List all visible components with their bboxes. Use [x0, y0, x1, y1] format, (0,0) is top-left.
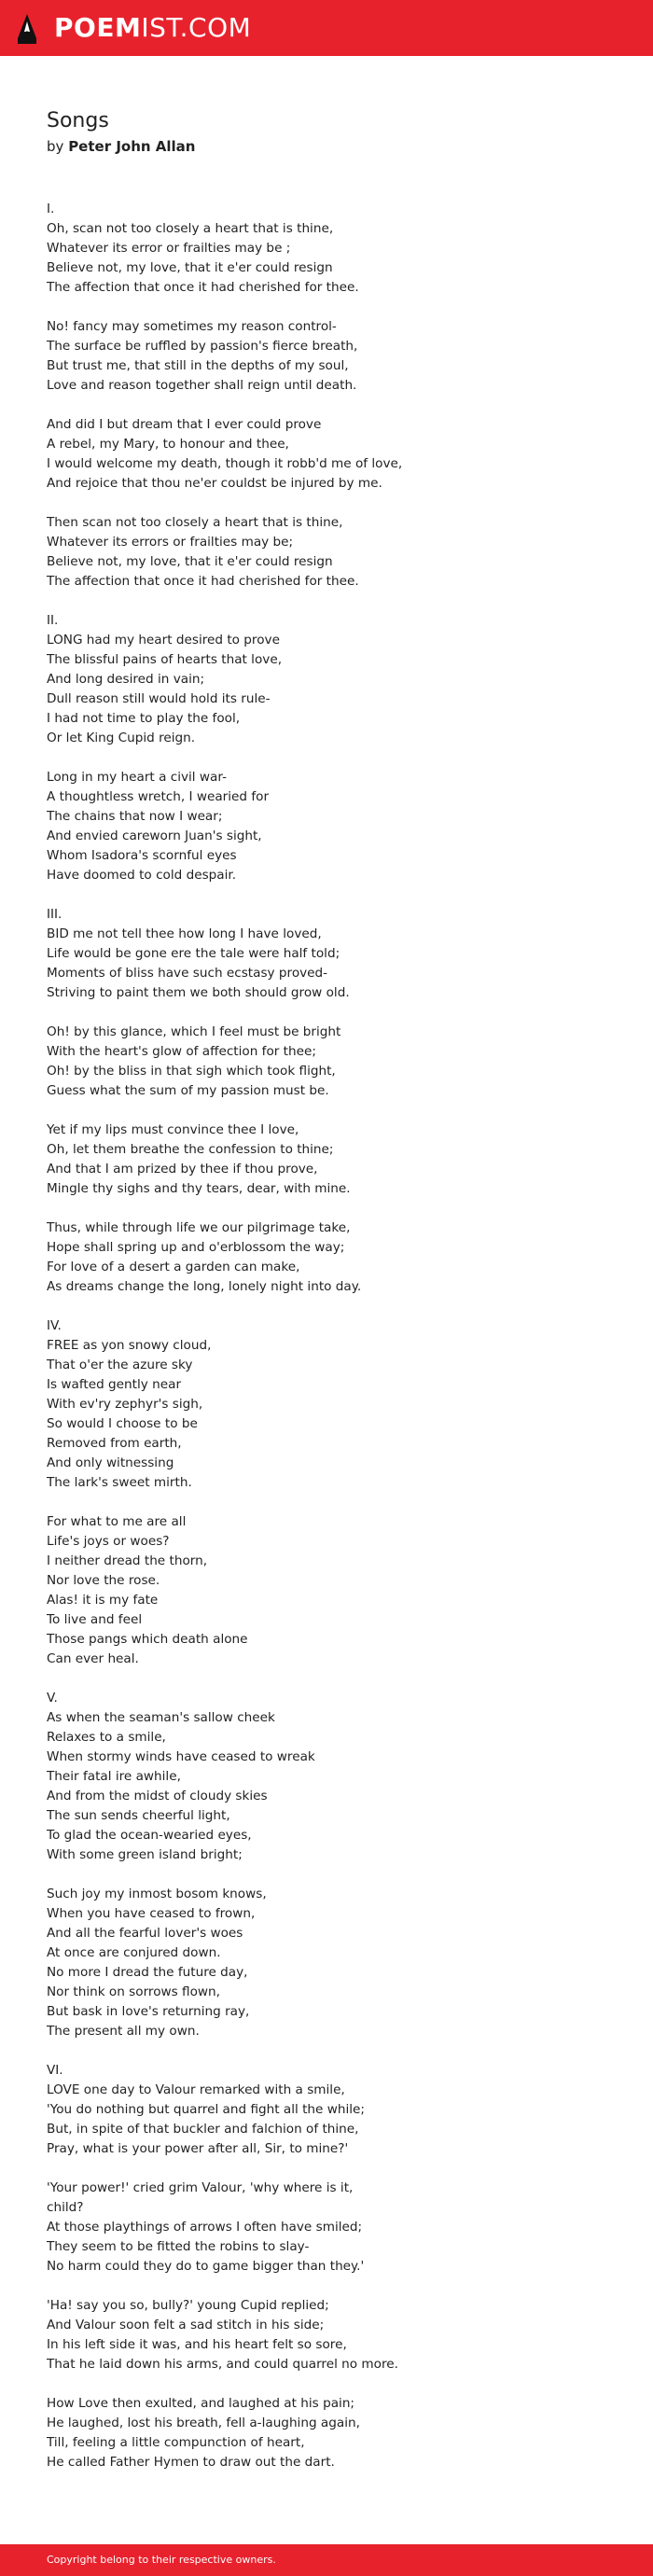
poem-line: The affection that once it had cherished for thee. — [47, 574, 359, 589]
poem-line: And Valour soon felt a sad stitch in his side; — [47, 2318, 325, 2332]
poem-line: And from the midst of cloudy skies — [47, 1789, 268, 1803]
logo-rest-text: IST.COM — [141, 12, 252, 43]
stanza — [47, 1316, 625, 1493]
site-header — [0, 0, 653, 56]
poem-line: For love of a desert a garden can make, — [47, 1260, 300, 1274]
poem-line: Or let King Cupid reign. — [47, 731, 196, 745]
poem-line: They seem to be fitted the robins to slay- — [47, 2239, 310, 2254]
poem-line: Till, feeling a little compunction of heart, — [47, 2435, 305, 2450]
poem-line: And long desired in vain; — [47, 672, 205, 687]
poem-line: Thus, while through life we our pilgrimage take, — [47, 1220, 351, 1235]
poem-line: So would I choose to be — [47, 1416, 198, 1431]
poem-line: No! fancy may sometimes my reason control- — [47, 319, 337, 334]
poem-line: How Love then exulted, and laughed at his pain; — [47, 2396, 355, 2411]
poem-line: I neither dread the thorn, — [47, 1553, 208, 1568]
poem-line: I would welcome my death, though it robb'd me of love, — [47, 456, 403, 471]
poem-line: Their fatal ire awhile, — [47, 1769, 181, 1784]
stanza — [47, 1885, 625, 2041]
poem-line: Life's joys or woes? — [47, 1534, 170, 1549]
poem-line: In his left side it was, and his heart felt so sore, — [47, 2337, 347, 2352]
poem-line: 'Your power!' cried grim Valour, 'why where is it, — [47, 2180, 354, 2195]
poem-line: At once are conjured down. — [47, 1945, 221, 1960]
poem-line: And that I am prized by thee if thou prove, — [47, 1162, 318, 1177]
poem-line: child? — [47, 2200, 84, 2215]
poem-line: At those playthings of arrows I often have smiled; — [47, 2220, 363, 2235]
poem-line: Long in my heart a civil war- — [47, 770, 227, 785]
stanza — [47, 2061, 625, 2159]
poem-line: I. — [47, 202, 55, 216]
poem-line: Whatever its error or frailties may be ; — [47, 241, 291, 256]
poem-line: Pray, what is your power after all, Sir, to mine?' — [47, 2141, 349, 2156]
stanza — [47, 200, 625, 298]
stanza — [47, 2296, 625, 2374]
poem-line: IV. — [47, 1318, 62, 1333]
poem-line: Moments of bliss have such ecstasy proved- — [47, 966, 328, 981]
poem-line: The chains that now I wear; — [47, 809, 223, 824]
stanza — [47, 1023, 625, 1101]
poem-line: With ev'ry zephyr's sigh, — [47, 1397, 203, 1412]
poem-line: And rejoice that thou ne'er couldst be injured by me. — [47, 476, 382, 491]
poem-line: Believe not, my love, that it e'er could resign — [47, 260, 333, 275]
poem-line: And only witnessing — [47, 1455, 174, 1470]
poem-line: III. — [47, 907, 63, 922]
stanza — [47, 2394, 625, 2472]
stanza — [47, 513, 625, 592]
poem-line: The affection that once it had cherished for thee. — [47, 280, 359, 295]
poem-line: Whatever its errors or frailties may be; — [47, 535, 294, 550]
poem-body — [47, 200, 625, 2472]
poem-line: As dreams change the long, lonely night into day. — [47, 1279, 362, 1294]
poem-line: The surface be ruffled by passion's fierce breath, — [47, 339, 358, 354]
site-logo[interactable] — [54, 13, 251, 43]
poem-line: And did I but dream that I ever could prove — [47, 417, 322, 432]
author-name[interactable]: Peter John Allan — [68, 138, 196, 155]
poem-line: But, in spite of that buckler and falchion of thine, — [47, 2122, 359, 2137]
pen-nib-icon[interactable] — [17, 13, 37, 45]
poem-line: When stormy winds have ceased to wreak — [47, 1749, 315, 1764]
poem-line: Life would be gone ere the tale were half told; — [47, 946, 340, 961]
poem-line: To live and feel — [47, 1612, 143, 1627]
poem-line: Can ever heal. — [47, 1651, 139, 1666]
poem-line: No more I dread the future day, — [47, 1965, 248, 1980]
poem-line: Oh! by this glance, which I feel must be bright — [47, 1024, 341, 1039]
poem-line: I had not time to play the fool, — [47, 711, 241, 726]
poem-line: A rebel, my Mary, to honour and thee, — [47, 437, 289, 452]
poem-line: With the heart's glow of affection for thee; — [47, 1044, 316, 1059]
poem-line: Alas! it is my fate — [47, 1593, 159, 1608]
poem-line: 'Ha! say you so, bully?' young Cupid replied; — [47, 2298, 329, 2313]
stanza — [47, 611, 625, 748]
poem-line: Love and reason together shall reign until death. — [47, 378, 357, 393]
poem-line: But bask in love's returning ray, — [47, 2004, 250, 2019]
poem-line: The lark's sweet mirth. — [47, 1475, 192, 1490]
poem-line: LONG had my heart desired to prove — [47, 633, 280, 647]
poem-line: Oh, let them breathe the confession to thine; — [47, 1142, 334, 1157]
poem-line: To glad the ocean-wearied eyes, — [47, 1828, 252, 1843]
poem-line: BID me not tell thee how long I have loved, — [47, 926, 322, 941]
poem-line: And envied careworn Juan's sight, — [47, 828, 262, 843]
poem-line: VI. — [47, 2063, 63, 2078]
poem-line: Yet if my lips must convince thee I love, — [47, 1122, 299, 1137]
poem-line: Such joy my inmost bosom knows, — [47, 1887, 267, 1901]
byline — [47, 136, 625, 157]
poem-line: That he laid down his arms, and could quarrel no more. — [47, 2357, 398, 2372]
poem-line: And all the fearful lover's woes — [47, 1926, 243, 1941]
stanza — [47, 317, 625, 396]
poem-line: Dull reason still would hold its rule- — [47, 691, 271, 706]
poem-title: Songs — [47, 109, 109, 132]
poem-line: Those pangs which death alone — [47, 1632, 248, 1647]
poem-line: When you have ceased to frown, — [47, 1906, 256, 1921]
poem-line: For what to me are all — [47, 1514, 187, 1529]
poem-line: Oh, scan not too closely a heart that is thine, — [47, 221, 334, 236]
poem-line: The present all my own. — [47, 2024, 200, 2039]
stanza — [47, 1218, 625, 1297]
stanza — [47, 415, 625, 494]
stanza — [47, 1689, 625, 1865]
poem-line: Whom Isadora's scornful eyes — [47, 848, 237, 863]
poem-line: V. — [47, 1691, 58, 1706]
poem-line: Striving to paint them we both should grow old. — [47, 985, 350, 1000]
poem-line: A thoughtless wretch, I wearied for — [47, 789, 270, 804]
byline-prefix: by — [47, 138, 64, 155]
poem-content — [47, 108, 625, 2492]
stanza — [47, 1121, 625, 1199]
stanza — [47, 905, 625, 1003]
poem-line: He called Father Hymen to draw out the dart. — [47, 2455, 335, 2470]
poem-line: Guess what the sum of my passion must be. — [47, 1083, 329, 1098]
poem-line: FREE as yon snowy cloud, — [47, 1338, 212, 1353]
poem-line: Removed from earth, — [47, 1436, 182, 1451]
poem-line: He laughed, lost his breath, fell a-laughing again, — [47, 2416, 360, 2430]
stanza — [47, 2179, 625, 2277]
poem-line: No harm could they do to game bigger than they.' — [47, 2259, 365, 2274]
poem-line: II. — [47, 613, 59, 628]
poem-line: Is wafted gently near — [47, 1377, 182, 1392]
copyright-notice: Copyright belong to their respective owners. — [47, 2554, 276, 2566]
poem-line: That o'er the azure sky — [47, 1358, 193, 1372]
poem-line: Believe not, my love, that it e'er could resign — [47, 554, 333, 569]
poem-line: The blissful pains of hearts that love, — [47, 652, 283, 667]
logo-bold-text: POEM — [54, 12, 142, 43]
poem-line: Hope shall spring up and o'erblossom the way; — [47, 1240, 345, 1255]
site-footer — [0, 2544, 653, 2576]
poem-line: Then scan not too closely a heart that is thine, — [47, 515, 343, 530]
poem-line: Have doomed to cold despair. — [47, 868, 237, 883]
poem-line: Mingle thy sighs and thy tears, dear, with mine. — [47, 1181, 351, 1196]
poem-line: 'You do nothing but quarrel and fight all the while; — [47, 2102, 365, 2117]
poem-line: But trust me, that still in the depths of my soul, — [47, 358, 349, 373]
poem-line: Nor think on sorrows flown, — [47, 1984, 220, 1999]
poem-line: The sun sends cheerful light, — [47, 1808, 230, 1823]
poem-line: LOVE one day to Valour remarked with a smile, — [47, 2082, 345, 2097]
stanza — [47, 768, 625, 885]
poem-line: With some green island bright; — [47, 1847, 243, 1862]
poem-line: Nor love the rose. — [47, 1573, 160, 1588]
stanza — [47, 1512, 625, 1669]
poem-line: Oh! by the bliss in that sigh which took flight, — [47, 1064, 336, 1079]
poem-line: Relaxes to a smile, — [47, 1730, 166, 1745]
poem-line: As when the seaman's sallow cheek — [47, 1710, 275, 1725]
